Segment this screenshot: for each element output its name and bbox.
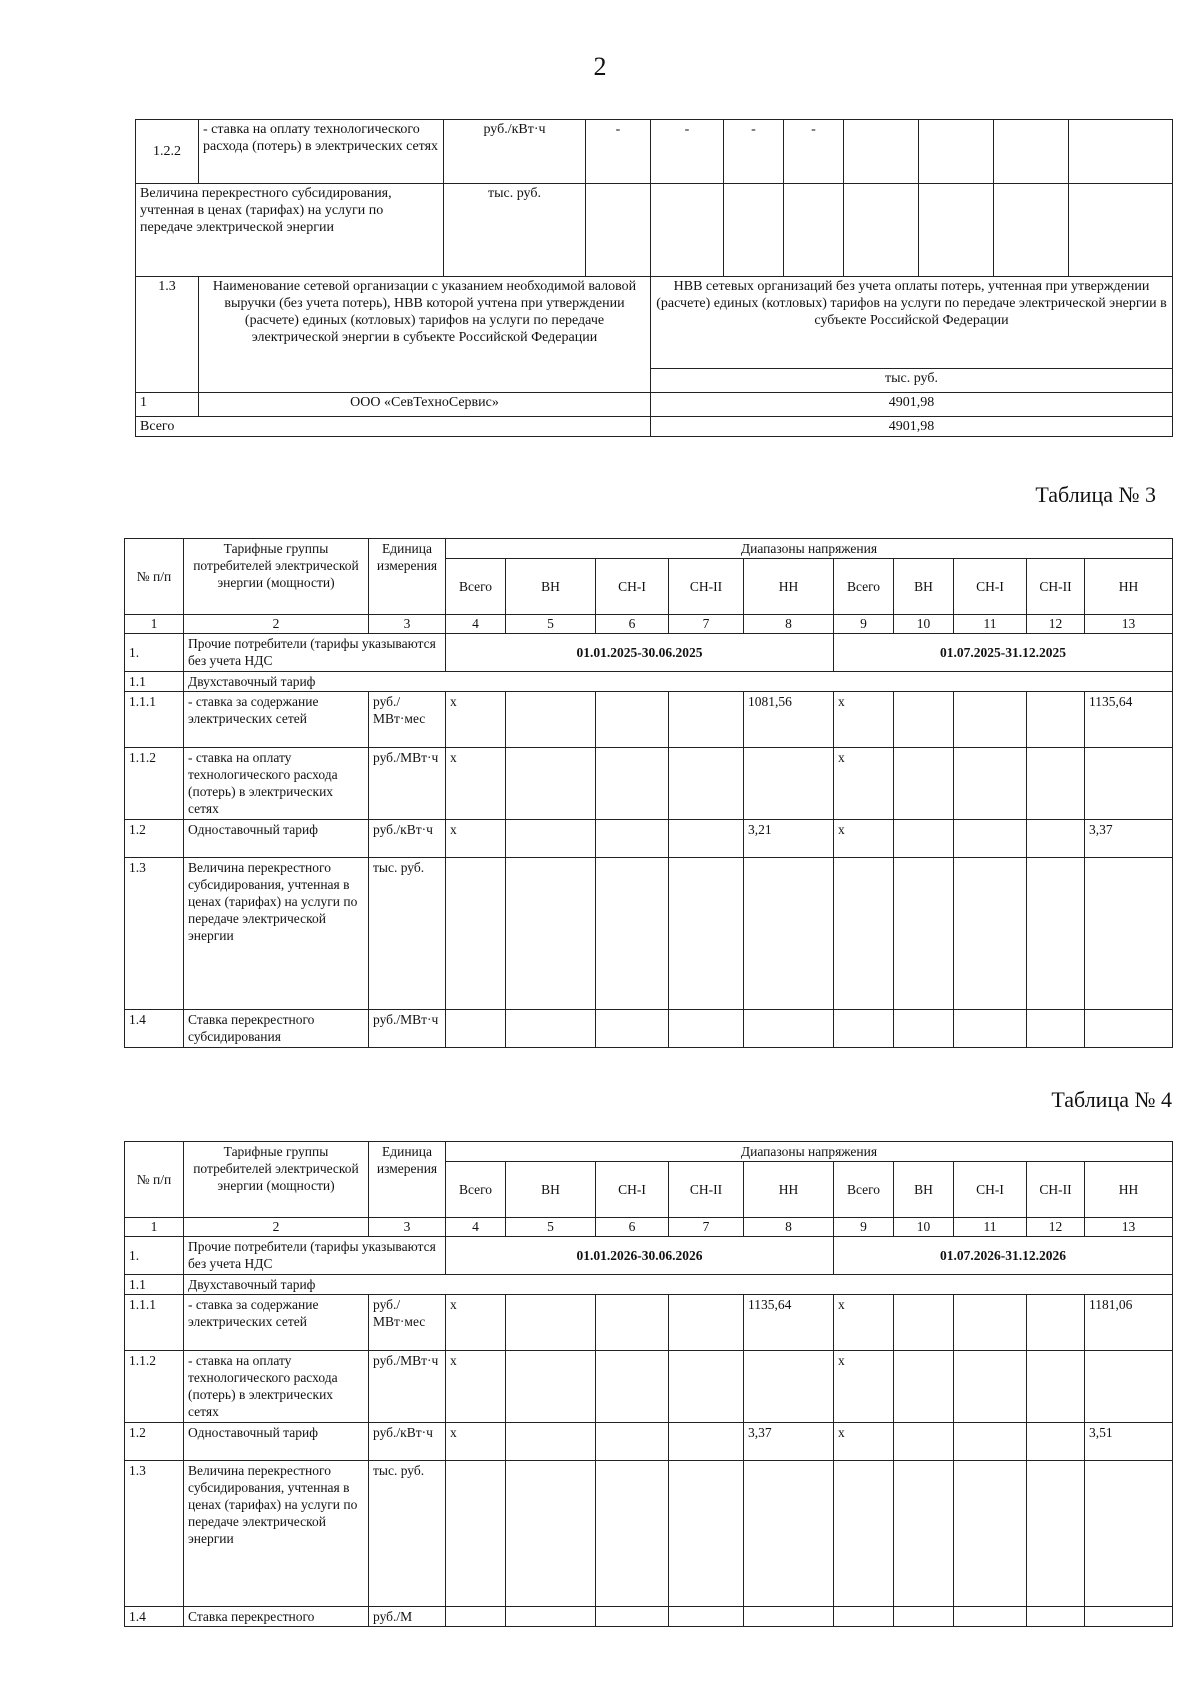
empty-cell xyxy=(894,1351,954,1423)
row-name: Величина перекрестного субсидирования, учтенная в ценах (тарифах) на услуги по передаче электрической энергии xyxy=(136,184,444,277)
row-name: Ставка перекрестного xyxy=(184,1607,369,1627)
row-unit: руб./кВт·ч xyxy=(369,1423,446,1461)
header-col: Всего xyxy=(446,1162,506,1218)
empty-cell xyxy=(894,858,954,1010)
cell-nn-2: 1181,06 xyxy=(1085,1295,1173,1351)
header-col: НН xyxy=(1085,559,1173,615)
row-name: - ставка за содержание электрических сетей xyxy=(184,692,369,748)
header-col: СН-I xyxy=(954,559,1027,615)
row-total xyxy=(136,417,1173,437)
empty-cell xyxy=(1085,1607,1173,1627)
empty-cell xyxy=(1027,692,1085,748)
header-ranges: Диапазоны напряжения xyxy=(446,1142,1173,1162)
col-number: 2 xyxy=(184,1218,369,1237)
row-unit: руб./МВт·ч xyxy=(369,1351,446,1423)
period-1: 01.01.2025-30.06.2025 xyxy=(446,634,834,672)
empty-cell xyxy=(1027,1423,1085,1461)
empty-cell xyxy=(894,692,954,748)
empty-cell xyxy=(1027,1295,1085,1351)
table-3-caption: Таблица № 3 xyxy=(1035,482,1156,507)
header-col: Всего xyxy=(446,559,506,615)
empty-cell xyxy=(844,184,919,277)
empty-cell xyxy=(669,1351,744,1423)
tariff-table-4 xyxy=(124,1141,1173,1627)
nvv-header: НВВ сетевых организаций без учета оплаты потерь, учтенная при утверждении (расчете) единых (котловых) тарифов на услуги по передаче электрической энергии в субъекте Российской Федерации xyxy=(651,277,1173,369)
empty-cell xyxy=(506,858,596,1010)
empty-cell xyxy=(446,1010,506,1048)
empty-cell xyxy=(1027,748,1085,820)
empty-cell xyxy=(1069,120,1173,184)
col-number: 6 xyxy=(596,615,669,634)
col-number: 13 xyxy=(1085,615,1173,634)
header-col: СН-I xyxy=(596,559,669,615)
header-unit: Единица измерения xyxy=(369,539,446,615)
empty-cell xyxy=(669,748,744,820)
row-1-2 xyxy=(125,820,1173,858)
cell-nn-2: 3,37 xyxy=(1085,820,1173,858)
row-name: - ставка на оплату технологического расхода (потерь) в электрических сетях xyxy=(199,120,444,184)
header-groups: Тарифные группы потребителей электрической энергии (мощности) xyxy=(184,1142,369,1218)
empty-cell xyxy=(669,1423,744,1461)
header-unit: Единица измерения xyxy=(369,1142,446,1218)
empty-cell xyxy=(506,748,596,820)
row-name: - ставка за содержание электрических сетей xyxy=(184,1295,369,1351)
empty-cell xyxy=(506,692,596,748)
empty-cell xyxy=(954,858,1027,1010)
empty-cell xyxy=(954,1295,1027,1351)
header-col: ВН xyxy=(894,1162,954,1218)
empty-cell xyxy=(1027,1351,1085,1423)
empty-cell xyxy=(1085,858,1173,1010)
empty-cell xyxy=(834,1461,894,1607)
header-col: Всего xyxy=(834,559,894,615)
row-1-1-1 xyxy=(125,1295,1173,1351)
empty-cell xyxy=(669,1010,744,1048)
col-number: 1 xyxy=(125,615,184,634)
empty-cell xyxy=(894,1010,954,1048)
row-name: Двухставочный тариф xyxy=(184,672,1173,692)
empty-cell xyxy=(596,748,669,820)
org-value: 4901,98 xyxy=(651,393,1173,417)
empty-cell xyxy=(669,858,744,1010)
empty-cell xyxy=(596,820,669,858)
empty-cell xyxy=(954,820,1027,858)
col-number: 9 xyxy=(834,615,894,634)
empty-cell xyxy=(669,820,744,858)
empty-cell xyxy=(596,1423,669,1461)
col-number: 7 xyxy=(669,615,744,634)
cell-total-2: х xyxy=(834,748,894,820)
empty-cell xyxy=(596,1461,669,1607)
row-unit: тыс. руб. xyxy=(444,184,586,277)
period-2: 01.07.2026-31.12.2026 xyxy=(834,1237,1173,1275)
header-num: № п/п xyxy=(125,539,184,615)
empty-cell xyxy=(784,184,844,277)
header-col: ВН xyxy=(506,1162,596,1218)
empty-cell xyxy=(506,1461,596,1607)
header-groups: Тарифные группы потребителей электрической энергии (мощности) xyxy=(184,539,369,615)
empty-cell xyxy=(596,1351,669,1423)
row-1-3 xyxy=(125,858,1173,1010)
col-number: 12 xyxy=(1027,615,1085,634)
row-org xyxy=(136,393,1173,417)
empty-cell xyxy=(1027,820,1085,858)
row-cross-subsidy xyxy=(136,184,1173,277)
header-col: Всего xyxy=(834,1162,894,1218)
col-number: 8 xyxy=(744,1218,834,1237)
row-name: Одноставочный тариф xyxy=(184,820,369,858)
empty-cell xyxy=(596,1010,669,1048)
empty-cell xyxy=(596,1607,669,1627)
empty-cell xyxy=(744,1010,834,1048)
row-name: Прочие потребители (тарифы указываются без учета НДС xyxy=(184,634,446,672)
total-value: 4901,98 xyxy=(651,417,1173,437)
col-number: 10 xyxy=(894,615,954,634)
row-unit: руб./МВт·ч xyxy=(369,748,446,820)
empty-cell xyxy=(1085,1461,1173,1607)
total-label: Всего xyxy=(136,417,651,437)
row-unit: руб./МВт·мес xyxy=(369,692,446,748)
row-number: 1.1.1 xyxy=(125,1295,184,1351)
empty-cell xyxy=(506,1423,596,1461)
period-1: 01.01.2026-30.06.2026 xyxy=(446,1237,834,1275)
empty-cell xyxy=(744,1351,834,1423)
row-name: Величина перекрестного субсидирования, учтенная в ценах (тарифах) на услуги по передаче электрической энергии xyxy=(184,858,369,1010)
header-col: СН-II xyxy=(669,559,744,615)
row-number: 1.4 xyxy=(125,1010,184,1048)
empty-cell xyxy=(954,1461,1027,1607)
column-numbers-row xyxy=(125,1218,1173,1237)
header-row xyxy=(125,1142,1173,1162)
empty-cell xyxy=(669,1461,744,1607)
header-col: СН-I xyxy=(596,1162,669,1218)
empty-cell xyxy=(919,184,994,277)
row-number: 1.2 xyxy=(125,820,184,858)
col-number: 5 xyxy=(506,615,596,634)
empty-cell xyxy=(506,1351,596,1423)
header-col: ВН xyxy=(894,559,954,615)
row-1-1-2 xyxy=(125,1351,1173,1423)
header-num: № п/п xyxy=(125,1142,184,1218)
col-number: 10 xyxy=(894,1218,954,1237)
row-name: Ставка перекрестного субсидирования xyxy=(184,1010,369,1048)
row-number: 1.1 xyxy=(125,672,184,692)
col-number: 11 xyxy=(954,1218,1027,1237)
row-number: 1.3 xyxy=(125,858,184,1010)
empty-cell xyxy=(744,1607,834,1627)
header-col: НН xyxy=(744,559,834,615)
row-number: 1 xyxy=(136,393,199,417)
empty-cell xyxy=(954,692,1027,748)
row-unit: руб./МВт·мес xyxy=(369,1295,446,1351)
col-number: 8 xyxy=(744,615,834,634)
cell-total-1: х xyxy=(446,1295,506,1351)
header-col: ВН xyxy=(506,559,596,615)
empty-cell xyxy=(669,692,744,748)
nvv-unit: тыс. руб. xyxy=(651,369,1173,393)
empty-cell xyxy=(446,1461,506,1607)
col-number: 6 xyxy=(596,1218,669,1237)
empty-cell xyxy=(894,820,954,858)
row-unit: руб./М xyxy=(369,1607,446,1627)
empty-cell xyxy=(834,1607,894,1627)
row-number: 1.1 xyxy=(125,1275,184,1295)
col-number: 3 xyxy=(369,615,446,634)
row-unit: руб./кВт·ч xyxy=(444,120,586,184)
cell-nn-2: 3,51 xyxy=(1085,1423,1173,1461)
tariff-table-3 xyxy=(124,538,1173,1048)
row-1-2-2 xyxy=(136,120,1173,184)
empty-cell xyxy=(506,820,596,858)
empty-cell xyxy=(894,1607,954,1627)
row-1 xyxy=(125,1237,1173,1275)
row-name: - ставка на оплату технологического расхода (потерь) в электрических сетях xyxy=(184,1351,369,1423)
cell-nn-2: 1135,64 xyxy=(1085,692,1173,748)
col-number: 2 xyxy=(184,615,369,634)
header-col: СН-II xyxy=(1027,559,1085,615)
empty-cell xyxy=(1027,1010,1085,1048)
empty-cell xyxy=(651,184,724,277)
cell-total-1: х xyxy=(446,748,506,820)
cell-total-1: х xyxy=(446,692,506,748)
column-numbers-row xyxy=(125,615,1173,634)
empty-cell xyxy=(669,1295,744,1351)
col-number: 13 xyxy=(1085,1218,1173,1237)
empty-cell xyxy=(596,858,669,1010)
dash-cell: - xyxy=(586,120,651,184)
cell-total-2: х xyxy=(834,1351,894,1423)
row-unit: тыс. руб. xyxy=(369,1461,446,1607)
empty-cell xyxy=(506,1295,596,1351)
empty-cell xyxy=(596,1295,669,1351)
cell-total-2: х xyxy=(834,692,894,748)
empty-cell xyxy=(1027,1607,1085,1627)
row-number: 1. xyxy=(125,1237,184,1275)
col-number: 5 xyxy=(506,1218,596,1237)
row-1-3 xyxy=(125,1461,1173,1607)
empty-cell xyxy=(506,1010,596,1048)
cell-total-1: х xyxy=(446,1351,506,1423)
empty-cell xyxy=(446,858,506,1010)
empty-cell xyxy=(724,184,784,277)
empty-cell xyxy=(919,120,994,184)
row-number: 1. xyxy=(125,634,184,672)
col-number: 4 xyxy=(446,1218,506,1237)
empty-cell xyxy=(1085,1010,1173,1048)
row-number: 1.1.1 xyxy=(125,692,184,748)
empty-cell xyxy=(1027,1461,1085,1607)
header-col: СН-I xyxy=(954,1162,1027,1218)
header-row xyxy=(125,539,1173,559)
empty-cell xyxy=(954,748,1027,820)
page-number: 2 xyxy=(593,52,607,81)
empty-cell xyxy=(954,1351,1027,1423)
empty-cell xyxy=(994,120,1069,184)
row-number: 1.1.2 xyxy=(125,748,184,820)
row-unit: руб./МВт·ч xyxy=(369,1010,446,1048)
row-1-2 xyxy=(125,1423,1173,1461)
empty-cell xyxy=(894,1295,954,1351)
header-col: НН xyxy=(744,1162,834,1218)
cell-total-2: х xyxy=(834,1423,894,1461)
header-ranges: Диапазоны напряжения xyxy=(446,539,1173,559)
header-col: НН xyxy=(1085,1162,1173,1218)
col-number: 11 xyxy=(954,615,1027,634)
empty-cell xyxy=(954,1010,1027,1048)
empty-cell xyxy=(744,858,834,1010)
row-1-4 xyxy=(125,1010,1173,1048)
period-2: 01.07.2025-31.12.2025 xyxy=(834,634,1173,672)
empty-cell xyxy=(446,1607,506,1627)
row-number: 1.2.2 xyxy=(136,120,199,184)
empty-cell xyxy=(744,1461,834,1607)
col-number: 4 xyxy=(446,615,506,634)
cell-nn-1: 3,21 xyxy=(744,820,834,858)
row-name: Одноставочный тариф xyxy=(184,1423,369,1461)
tariff-table-2-continuation xyxy=(135,119,1173,437)
row-name: Прочие потребители (тарифы указываются без учета НДС xyxy=(184,1237,446,1275)
empty-cell xyxy=(954,1607,1027,1627)
empty-cell xyxy=(506,1607,596,1627)
header-col: СН-II xyxy=(1027,1162,1085,1218)
col-number: 3 xyxy=(369,1218,446,1237)
table-4-caption: Таблица № 4 xyxy=(1051,1087,1172,1112)
empty-cell xyxy=(744,748,834,820)
dash-cell: - xyxy=(724,120,784,184)
col-number: 9 xyxy=(834,1218,894,1237)
row-name: - ставка на оплату технологического расхода (потерь) в электрических сетях xyxy=(184,748,369,820)
row-number: 1.2 xyxy=(125,1423,184,1461)
row-number: 1.1.2 xyxy=(125,1351,184,1423)
empty-cell xyxy=(894,1461,954,1607)
row-1-1-2 xyxy=(125,748,1173,820)
empty-cell xyxy=(586,184,651,277)
cell-nn-1: 3,37 xyxy=(744,1423,834,1461)
empty-cell xyxy=(954,1423,1027,1461)
empty-cell xyxy=(894,748,954,820)
empty-cell xyxy=(894,1423,954,1461)
row-1-4 xyxy=(125,1607,1173,1627)
org-name: ООО «СевТехноСервис» xyxy=(199,393,651,417)
empty-cell xyxy=(1085,1351,1173,1423)
col-number: 1 xyxy=(125,1218,184,1237)
cell-total-2: х xyxy=(834,1295,894,1351)
empty-cell xyxy=(1027,858,1085,1010)
network-org-header: Наименование сетевой организации с указанием необходимой валовой выручки (без учета потерь), НВВ которой учтена при утверждении (расчете) единых (котловых) тарифов на услуги по передаче электрической энергии в субъекте Российской Федерации xyxy=(199,277,651,393)
row-1-1-1 xyxy=(125,692,1173,748)
cell-nn-1: 1135,64 xyxy=(744,1295,834,1351)
dash-cell: - xyxy=(651,120,724,184)
row-number: 1.3 xyxy=(125,1461,184,1607)
row-name: Величина перекрестного субсидирования, учтенная в ценах (тарифах) на услуги по передаче электрической энергии xyxy=(184,1461,369,1607)
row-1 xyxy=(125,634,1173,672)
empty-cell xyxy=(1085,748,1173,820)
row-unit: тыс. руб. xyxy=(369,858,446,1010)
cell-nn-1: 1081,56 xyxy=(744,692,834,748)
row-name: Двухставочный тариф xyxy=(184,1275,1173,1295)
header-col: СН-II xyxy=(669,1162,744,1218)
empty-cell xyxy=(596,692,669,748)
empty-cell xyxy=(834,1010,894,1048)
row-number: 1.3 xyxy=(136,277,199,393)
row-1-1 xyxy=(125,1275,1173,1295)
empty-cell xyxy=(1069,184,1173,277)
cell-total-1: х xyxy=(446,820,506,858)
empty-cell xyxy=(834,858,894,1010)
empty-cell xyxy=(844,120,919,184)
empty-cell xyxy=(994,184,1069,277)
row-number: 1.4 xyxy=(125,1607,184,1627)
row-1-3-header xyxy=(136,277,1173,369)
cell-total-1: х xyxy=(446,1423,506,1461)
row-1-1 xyxy=(125,672,1173,692)
col-number: 12 xyxy=(1027,1218,1085,1237)
row-unit: руб./кВт·ч xyxy=(369,820,446,858)
dash-cell: - xyxy=(784,120,844,184)
cell-total-2: х xyxy=(834,820,894,858)
col-number: 7 xyxy=(669,1218,744,1237)
empty-cell xyxy=(669,1607,744,1627)
